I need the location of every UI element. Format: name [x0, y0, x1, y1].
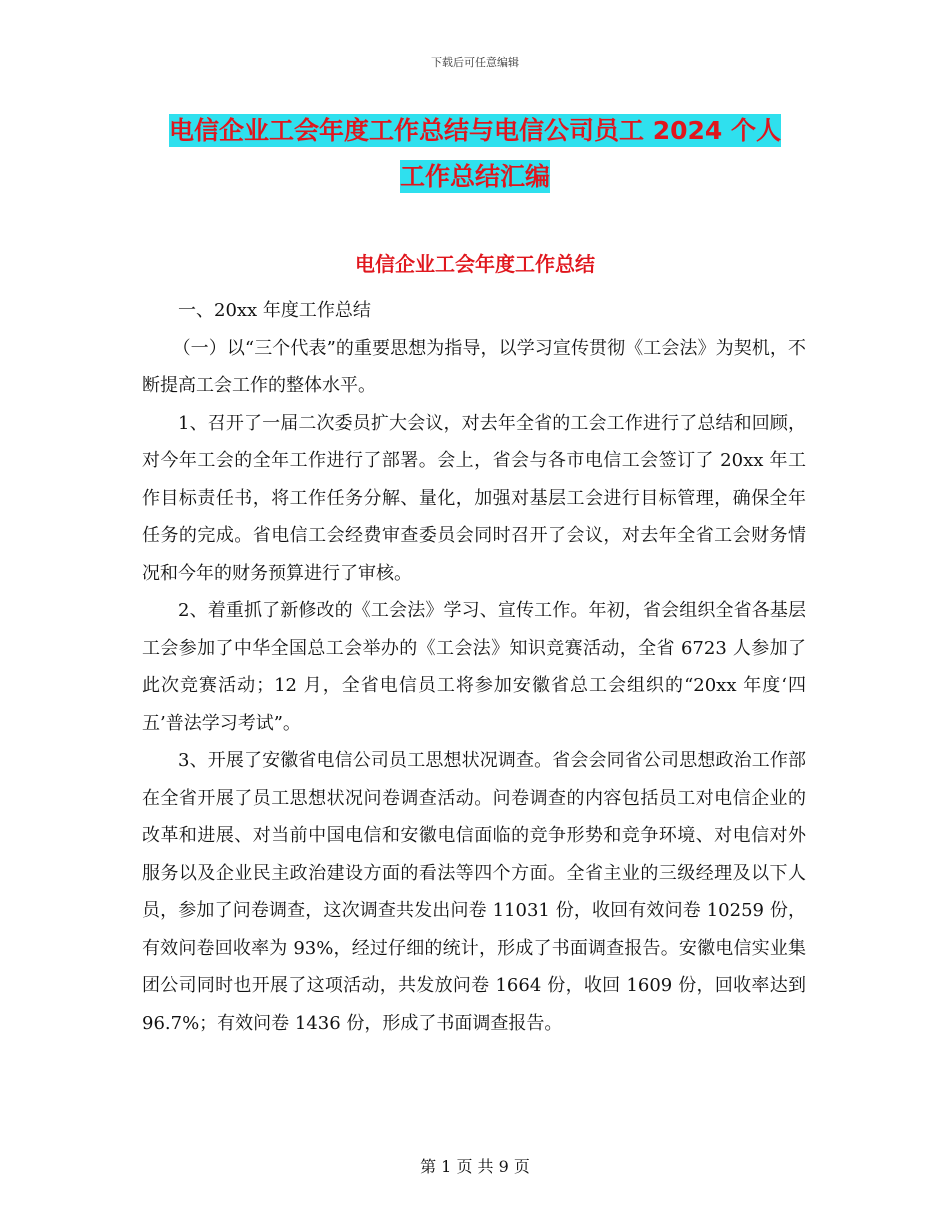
title-line-1: 电信企业工会年度工作总结与电信公司员工 2024 个人 [169, 116, 781, 145]
header-note: 下载后可任意编辑 [431, 56, 519, 69]
paragraph: 1、召开了一届二次委员扩大会议，对去年全省的工会工作进行了总结和回顾，对今年工会的全年工作进行了部署。会上，省会与各市电信工会签订了 20xx 年工作目标责任书，将工作任务分解、量化，加强对基层工会进行目标管理，确保全年任务的完成。省电信工会经费审查委员会同时召开了会议，对去年全省工会财务情况和今年的财务预算进行了审核。 [142, 412, 806, 584]
paragraph: （一）以“三个代表”的重要思想为指导，以学习宣传贯彻《工会法》为契机，不断提高工会工作的整体水平。 [142, 337, 806, 396]
document-body [142, 292, 806, 1042]
page-footer: 第 1 页 共 9 页 [420, 1157, 530, 1176]
document-title [140, 108, 810, 200]
paragraph: 3、开展了安徽省电信公司员工思想状况调查。省会会同省公司思想政治工作部在全省开展了员工思想状况问卷调查活动。问卷调查的内容包括员工对电信企业的改革和进展、对当前中国电信和安徽电信面临的竞争形势和竞争环境、对电信对外服务以及企业民主政治建设方面的看法等四个方面。全省主业的三级经理及以下人员，参加了问卷调查，这次调查共发出问卷 11031 份，收回有效问卷 10259 份，有效问卷回收率为 93%，经过仔细的统计，形成了书面调查报告。安徽电信实业集团公司同时也开展了这项活动，共发放问卷 1664 份，收回 1609 份，回收率达到 96.7%；有效问卷 1436 份，形成了书面调查报告。 [142, 750, 806, 1034]
paragraph: 2、着重抓了新修改的《工会法》学习、宣传工作。年初，省会组织全省各基层工会参加了中华全国总工会举办的《工会法》知识竞赛活动，全省 6723 人参加了此次竞赛活动；12 月，全省电信员工将参加安徽省总工会组织的“20xx 年度‘四五’普法学习考试”。 [142, 600, 806, 734]
title-line-2: 工作总结汇编 [399, 162, 550, 191]
section-title: 电信企业工会年度工作总结 [355, 252, 595, 276]
paragraph: 一、20xx 年度工作总结 [178, 300, 371, 321]
